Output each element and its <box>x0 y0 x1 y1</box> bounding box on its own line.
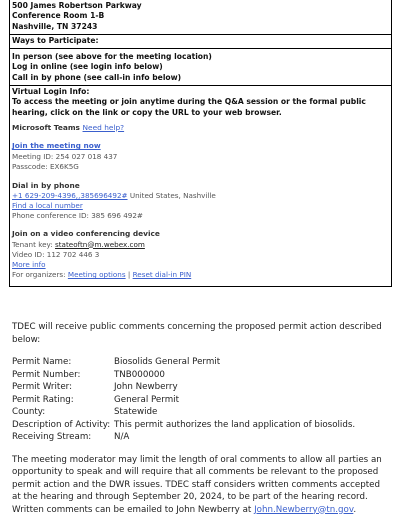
permit-notice-body <box>12 321 390 516</box>
organizers-label: For organizers: <box>12 270 68 280</box>
location-line-2: Conference Room 1-B <box>12 11 105 21</box>
permit-label: Permit Rating: <box>12 394 74 405</box>
permit-value: Biosolids General Permit <box>114 357 221 367</box>
permit-value: Statewide <box>114 407 158 417</box>
reset-dial-in-pin-link[interactable]: Reset dial-in PIN <box>132 270 192 280</box>
tenant-key-label: Tenant key: <box>12 239 55 249</box>
dial-in-number-link[interactable]: +1 629-209-4396,,385696492# <box>12 190 128 200</box>
contact-email-link[interactable]: John.Newberry@tn.gov <box>254 504 354 515</box>
dial-in-location: United States, Nashville <box>127 190 216 200</box>
phone-conference-id: Phone conference ID: 385 696 492# <box>12 211 143 221</box>
dial-in-heading: Dial in by phone <box>12 180 80 190</box>
permit-value: TNB000000 <box>114 369 165 380</box>
find-local-number-link[interactable]: Find a local number <box>12 200 83 210</box>
intro-paragraph: TDEC will receive public comments concerning the proposed permit action described below: <box>12 322 382 345</box>
permit-details <box>12 356 390 444</box>
virtual-heading: Virtual Login Info: <box>12 87 90 97</box>
video-conference-heading: Join on a video conferencing device <box>12 229 160 239</box>
need-help-link[interactable]: Need help? <box>82 122 125 132</box>
closing-text: The meeting moderator may limit the length of oral comments to allow all parties an opportunity to speak and will require that all comments be relevant to the proposed permit action and the DWR issues. TDEC staff considers written comments accepted at the hearing and through September 20, 2024, to be part of the hearing record. Written comments can be emailed to John Newberry at <box>12 454 382 515</box>
join-meeting-link[interactable]: Join the meeting now <box>12 141 101 151</box>
link-separator: | <box>125 270 133 280</box>
location-line-3: Nashville, TN 37243 <box>12 21 98 31</box>
permit-row <box>12 406 390 419</box>
permit-label: Permit Number: <box>12 369 81 380</box>
permit-label: Permit Writer: <box>12 382 73 392</box>
permit-value: N/A <box>114 432 130 442</box>
permit-label: Permit Name: <box>12 357 72 367</box>
ways-list-cell <box>10 48 391 85</box>
location-cell <box>10 0 391 34</box>
permit-value: General Permit <box>114 394 179 405</box>
permit-value: John Newberry <box>114 382 178 392</box>
ways-item-phone: Call in by phone (see call-in info below) <box>12 72 182 82</box>
closing-end: . <box>353 504 357 515</box>
meeting-options-link[interactable]: Meeting options <box>67 270 126 280</box>
meeting-id: Meeting ID: 254 027 018 437 <box>12 152 118 162</box>
permit-value: This permit authorizes the land application of biosolids. <box>114 419 356 430</box>
video-id: Video ID: 112 702 446 3 <box>12 249 100 259</box>
ways-heading: Ways to Participate: <box>12 35 99 45</box>
permit-row <box>12 419 390 432</box>
teams-label: Microsoft Teams <box>12 122 80 132</box>
permit-label: County: <box>12 407 46 417</box>
permit-row <box>12 381 390 394</box>
ways-heading-cell <box>10 34 391 48</box>
virtual-login-cell <box>10 85 391 286</box>
permit-row <box>12 369 390 382</box>
more-info-link[interactable]: More info <box>12 260 46 269</box>
permit-label: Receiving Stream: <box>12 432 92 442</box>
closing-paragraph <box>12 454 390 516</box>
passcode: Passcode: EX6K5G <box>12 162 79 172</box>
ways-item-in-person: In person (see above for the meeting location) <box>12 52 212 62</box>
virtual-instructions: To access the meeting or join anytime during the Q&A session or the formal public hearing, click on the link or copy the URL to your web browser. <box>12 97 366 117</box>
meeting-info-table <box>9 0 392 287</box>
permit-row <box>12 431 390 444</box>
teams-line <box>12 123 389 133</box>
permit-row <box>12 356 390 369</box>
ways-item-online: Log in online (see login info below) <box>12 62 163 72</box>
permit-row <box>12 394 390 407</box>
permit-label: Description of Activity: <box>12 419 111 430</box>
location-line-1: 500 James Robertson Parkway <box>12 1 142 10</box>
tenant-key-link[interactable]: stateoftn@m.webex.com <box>54 239 145 249</box>
